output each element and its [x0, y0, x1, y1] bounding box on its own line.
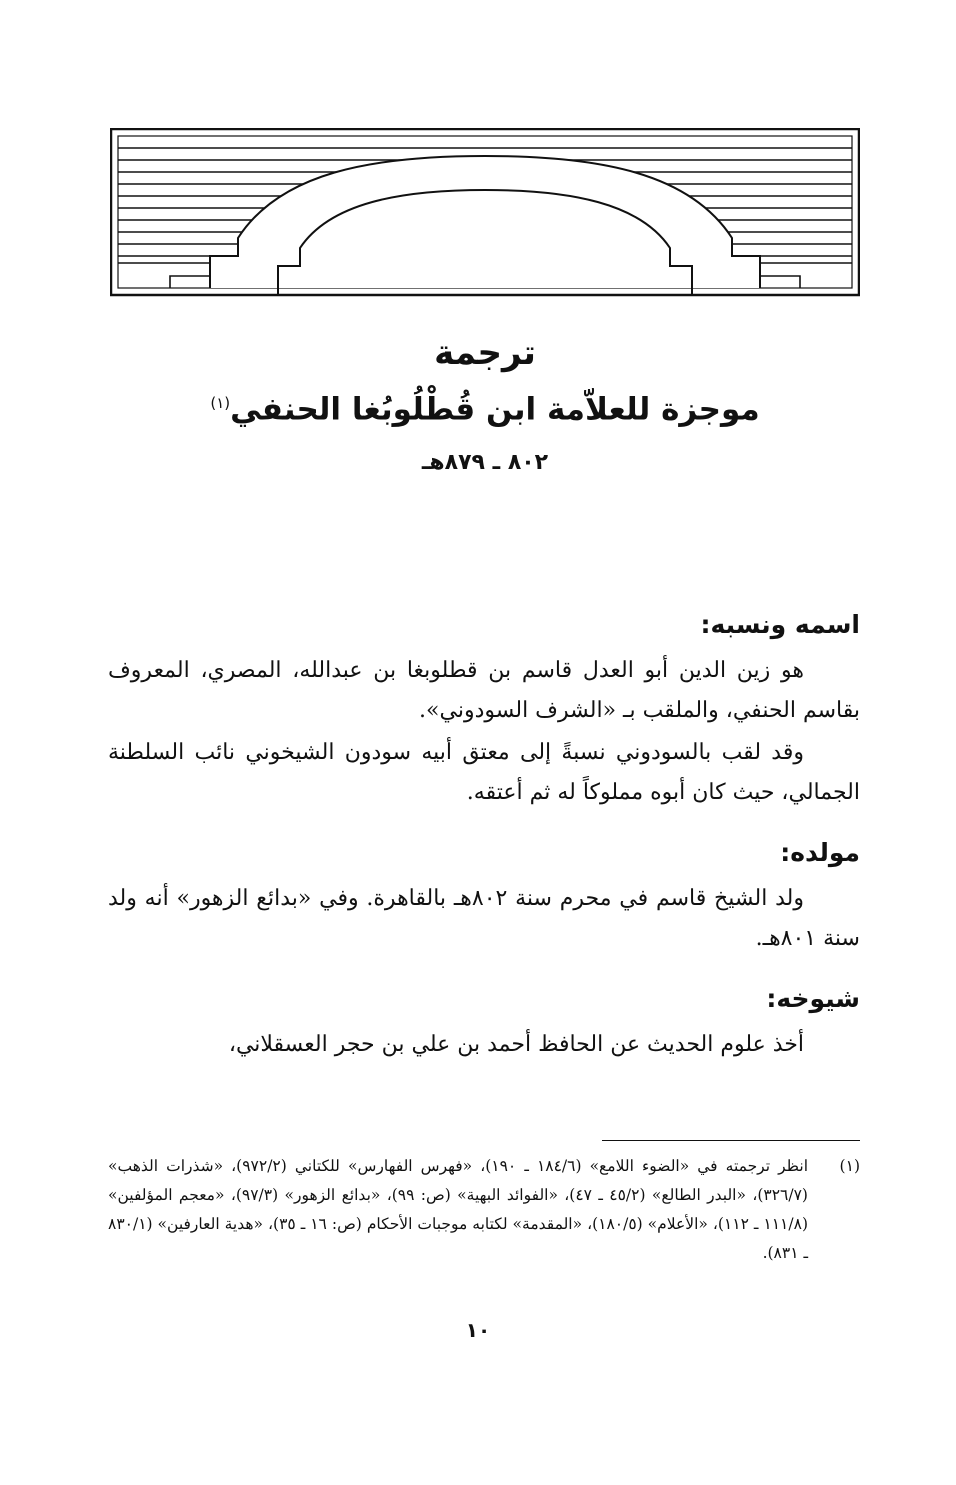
paragraph: ولد الشيخ قاسم في محرم سنة ٨٠٢هـ بالقاهرة. وفي «بدائع الزهور» أنه ولد سنة ٨٠١هـ.: [108, 886, 860, 951]
footnote-number: (١): [839, 1157, 860, 1175]
header-ornament-arch: [110, 128, 860, 298]
section-heading: مولده:: [780, 838, 860, 867]
page-number: ١٠: [465, 1318, 491, 1342]
footnote-1: [108, 1152, 860, 1268]
footnote-divider: [602, 1140, 860, 1141]
section-name-lineage: [108, 605, 860, 813]
section-teachers: [108, 979, 860, 1065]
paragraph: أخذ علوم الحديث عن الحافظ أحمد بن علي بن حجر العسقلاني،: [228, 1032, 804, 1057]
paragraph: هو زين الدين أبو العدل قاسم بن قطلوبغا بن عبدالله، المصري، المعروف بقاسم الحنفي، والملقب بـ «الشرف السودوني».: [108, 658, 860, 723]
title-subtitle: [110, 380, 860, 432]
title-main: ترجمة: [434, 333, 536, 373]
subtitle-text: موجزة للعلاّمة ابن قُطْلُوبُغا الحنفي: [230, 391, 760, 428]
main-content: [108, 605, 860, 1085]
footnote-ref-1[interactable]: (١): [210, 394, 231, 412]
section-heading: شيوخه:: [766, 984, 860, 1013]
title-block: [110, 330, 860, 480]
footnote-text: انظر ترجمته في «الضوء اللامع» (١٨٤/٦ ـ ١٩٠)، «فهرس الفهارس» للكتاني (٩٧٢/٢)، «شذرات الذهب» (٣٢٦/٧)، «البدر الطالع» (٤٥/٢ ـ ٤٧)، «الفوائد البهية» (ص: ٩٩)، «بدائع الزهور» (٩٧/٣)، «معجم المؤلفين» (١١١/٨ ـ ١١٢)، «الأعلام» (١٨٠/٥)، «المقدمة» لكتابه موجبات الأحكام (ص: ١٦ ـ ٣٥)، «هدية العارفين» (٨٣٠/١ ـ ٨٣١).: [108, 1157, 808, 1262]
section-heading: اسمه ونسبه:: [700, 610, 860, 639]
section-birth: [108, 833, 860, 959]
footnotes: [108, 1152, 860, 1268]
title-dates: ٨٠٢ ـ ٨٧٩هـ: [421, 450, 549, 476]
paragraph: وقد لقب بالسودوني نسبةً إلى معتق أبيه سودون الشيخوني نائب السلطنة الجمالي، حيث كان أبوه مملوكاً له ثم أعتقه.: [108, 740, 860, 805]
